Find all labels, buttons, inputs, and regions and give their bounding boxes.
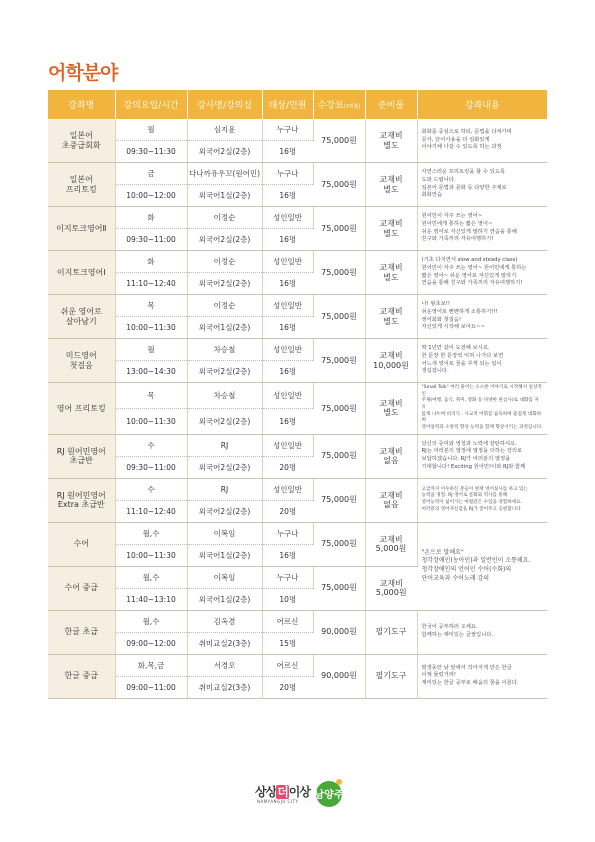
- course-room: 외국어2실(2층): [187, 456, 262, 478]
- course-target: 누구나: [262, 119, 313, 141]
- header-schedule: 강의요일/시간: [115, 90, 187, 119]
- course-description-line: 생길겁니다.: [421, 368, 449, 375]
- course-description: [417, 251, 547, 295]
- course-day: 수: [115, 434, 187, 456]
- course-description: [417, 295, 547, 339]
- sign-language-description-line: 청각장애인의 언어인 수어(수화)의: [421, 566, 512, 574]
- course-instructor: 이복임: [187, 522, 262, 544]
- course-fee: 75,000원: [313, 251, 365, 295]
- brand-logo: [255, 783, 310, 800]
- course-day: 화: [115, 207, 187, 229]
- header-content: 강좌내용: [417, 90, 547, 119]
- course-description-line: 도와 드립니다.: [421, 176, 456, 183]
- course-name-line: 이지토크영어Ⅰ: [56, 267, 106, 277]
- course-materials: [365, 207, 417, 251]
- course-row: [48, 119, 547, 141]
- course-materials-line: 교재비: [379, 130, 403, 140]
- course-description-line: 기대합니다! Exciting 원어민!이와 RJ와 함께: [421, 463, 526, 470]
- course-materials: [365, 119, 417, 163]
- course-time: 10:00~11:30: [115, 317, 187, 339]
- course-row: [48, 434, 547, 456]
- course-fee: 75,000원: [313, 207, 365, 251]
- course-name-line: 수어: [73, 539, 89, 549]
- course-materials-line: 필기도구: [375, 627, 407, 637]
- course-capacity: 16명: [262, 185, 313, 207]
- course-description: [417, 434, 547, 478]
- course-row: [48, 610, 547, 632]
- course-description-line: 나! 왕초보!!: [421, 301, 451, 308]
- course-day: 목: [115, 295, 187, 317]
- course-target: 어르신: [262, 610, 313, 632]
- course-materials-line: 별도: [383, 228, 399, 238]
- course-target: 성인일반: [262, 339, 313, 361]
- course-instructor: 김옥겸: [187, 610, 262, 632]
- course-name-line: Extra 초급반: [57, 500, 105, 510]
- course-name: [48, 383, 115, 435]
- course-time: 11:10~12:40: [115, 273, 187, 295]
- course-description-line: 어느새 영어로 꿈을 꾸게 되는 일이: [421, 360, 502, 367]
- course-room: 외국어2실(2층): [187, 273, 262, 295]
- course-materials-line: 없음: [383, 456, 399, 466]
- course-fee: 75,000원: [313, 383, 365, 435]
- course-name-line: 초급반: [69, 456, 93, 466]
- course-materials-line: 교재비: [379, 446, 403, 456]
- course-room: 외국어1실(2층): [187, 317, 262, 339]
- course-description-line: 영어회화 첫걸음!: [421, 316, 462, 323]
- course-name-line: 프리토킹: [65, 184, 97, 194]
- course-description: [417, 478, 547, 522]
- course-capacity: 16명: [262, 408, 313, 434]
- course-day: 월,수: [115, 522, 187, 544]
- course-description-line: 한국어 공부하러 오세요.: [421, 624, 478, 631]
- course-day: 수: [115, 478, 187, 500]
- course-materials-line: 교재비: [379, 398, 403, 408]
- course-time: 09:00~12:00: [115, 632, 187, 654]
- course-fee: 75,000원: [313, 339, 365, 383]
- sign-language-description: [417, 522, 547, 610]
- city-name-en: NAMYANGJU CITY: [257, 799, 299, 804]
- course-materials-line: 교재비: [379, 534, 403, 544]
- footer-logo: [255, 775, 350, 813]
- course-description: [417, 339, 547, 383]
- course-description-line: 쉬운 영어로 자신있게 말하기 연습을 통해: [421, 228, 517, 235]
- course-name: [48, 478, 115, 522]
- course-capacity: 16명: [262, 361, 313, 383]
- course-day: 월,수: [115, 566, 187, 588]
- course-time: 09:00~11:00: [115, 676, 187, 698]
- course-materials: [365, 339, 417, 383]
- course-row: [48, 522, 547, 544]
- course-instructor: 이정순: [187, 207, 262, 229]
- course-materials: [365, 654, 417, 698]
- course-description-line: 보답하겠습니다. RJ가 여러분의 열정을: [421, 456, 511, 463]
- course-description: [417, 119, 547, 163]
- course-fee: 75,000원: [313, 163, 365, 207]
- course-description: [417, 610, 547, 654]
- course-day: 월: [115, 119, 187, 141]
- course-capacity: 20명: [262, 500, 313, 522]
- course-description-line: 쉬운영어로 뻔뻔하게 소통하기!!!: [421, 308, 498, 315]
- course-materials-line: 10,000원: [373, 360, 409, 370]
- course-materials-line: 별도: [383, 272, 399, 282]
- course-name-line: RJ 원어민영어: [56, 446, 106, 456]
- course-description-line: 회화연습: [421, 192, 442, 199]
- course-name: [48, 654, 115, 698]
- course-name-line: 미드영어: [65, 350, 97, 360]
- course-target: 성인일반: [262, 478, 313, 500]
- course-capacity: 15명: [262, 632, 313, 654]
- header-course: 강좌명: [48, 90, 115, 119]
- course-name-line: 영어 프리토킹: [56, 403, 106, 413]
- course-room: 외국어2실(2층): [187, 141, 262, 163]
- header-fee-sub: (3개월): [343, 104, 361, 110]
- course-description-line: 원어민에게 통하는 짧은 영어~: [421, 220, 493, 227]
- course-name: [48, 522, 115, 566]
- course-fee: 75,000원: [313, 478, 365, 522]
- course-description-line: 자연스러운 프리토킹을 할 수 있도록: [421, 169, 505, 176]
- course-materials: [365, 163, 417, 207]
- course-capacity: 16명: [262, 273, 313, 295]
- course-materials-line: 별도: [383, 184, 399, 194]
- course-description-line: (기초 다지면서 slow and steady class): [421, 257, 518, 264]
- course-name: [48, 339, 115, 383]
- course-time: 09:30~11:30: [115, 141, 187, 163]
- course-name-line: 한글 초급: [64, 627, 98, 637]
- course-description-line: 회화를 중심으로 하되, 문법을 다져가며: [421, 128, 512, 135]
- course-description-line: 문자, 단어사용을 더 심화있게: [421, 136, 490, 143]
- course-instructor: 차승철: [187, 339, 262, 361]
- course-row: [48, 251, 547, 273]
- course-room: 취미교실2(3층): [187, 676, 262, 698]
- course-row: [48, 207, 547, 229]
- course-name: [48, 295, 115, 339]
- course-instructor: RJ: [187, 478, 262, 500]
- course-capacity: 20명: [262, 676, 313, 698]
- course-materials-line: 별도: [383, 408, 399, 418]
- course-description: [417, 383, 547, 435]
- course-fee: 90,000원: [313, 654, 365, 698]
- course-name-line: 일본어: [69, 130, 93, 140]
- course-materials-line: 교재비: [379, 262, 403, 272]
- header-fee: [313, 90, 365, 119]
- course-materials: [365, 295, 417, 339]
- course-materials-line: 별도: [383, 316, 399, 326]
- course-materials: [365, 566, 417, 610]
- course-instructor: 차승철: [187, 383, 262, 409]
- course-capacity: 20명: [262, 456, 313, 478]
- course-materials: [365, 610, 417, 654]
- course-name-line: 살아남기: [65, 316, 97, 326]
- course-name-line: 일본어: [69, 174, 93, 184]
- course-day: 화,목,금: [115, 654, 187, 676]
- course-row: [48, 339, 547, 361]
- course-materials-line: 교재비: [379, 174, 403, 184]
- course-name: [48, 163, 115, 207]
- brand-highlight: 더: [277, 785, 288, 799]
- course-time: 11:40~13:10: [115, 588, 187, 610]
- brand-prefix: 상상: [255, 785, 277, 799]
- course-room: 외국어2실(2층): [187, 408, 262, 434]
- course-row: [48, 295, 547, 317]
- course-instructor: 이정순: [187, 251, 262, 273]
- page-title: 어학분야: [48, 62, 118, 84]
- course-fee: 90,000원: [313, 610, 365, 654]
- course-name-line: 한글 중급: [64, 671, 98, 681]
- course-room: 외국어2실(2층): [187, 229, 262, 251]
- course-row: [48, 163, 547, 185]
- course-name-line: 수어 중급: [64, 583, 98, 593]
- course-target: 성인일반: [262, 434, 313, 456]
- course-description-line: 당신의 증미와 영청과 노력에 감탄하셔요.: [421, 440, 517, 447]
- sign-language-description-line: "손으로 말해요": [421, 548, 464, 556]
- course-description-line: 짧은 영어~ 쉬운 영어로 자신있게 말하기: [421, 272, 517, 279]
- course-materials-line: 교재비: [379, 578, 403, 588]
- course-target: 누구나: [262, 566, 313, 588]
- course-materials-line: 없음: [383, 500, 399, 510]
- course-room: 외국어2실(2층): [187, 500, 262, 522]
- course-time: 09:30~11:00: [115, 229, 187, 251]
- course-room: 외국어1실(2층): [187, 588, 262, 610]
- course-capacity: 16명: [262, 229, 313, 251]
- course-target: 성인일반: [262, 383, 313, 409]
- course-description-line: 원어민이 자주 쓰는 영어~ 원어민에게 통하는: [421, 264, 527, 271]
- course-description-line: 평생동안 남 앞에서 작아지게 만든 한글: [421, 664, 512, 671]
- city-emblem-icon: [313, 777, 345, 809]
- course-description-line: 능력을 경험. RJ 영어로 문화와 역사를 통해: [421, 493, 508, 499]
- table-header-row: [48, 90, 547, 119]
- course-time: 10:00~11:30: [115, 544, 187, 566]
- course-name-line: 이지토크영어Ⅱ: [56, 223, 107, 233]
- course-day: 목: [115, 383, 187, 409]
- course-materials: [365, 383, 417, 435]
- header-materials: 준비물: [365, 90, 417, 119]
- course-fee: 75,000원: [313, 566, 365, 610]
- course-description-line: 고급까지 이수하신 분들이 현재 영어실사를 하고 있는: [421, 486, 528, 492]
- course-target: 누구나: [262, 163, 313, 185]
- course-materials-line: 5,000원: [375, 544, 407, 554]
- course-row: [48, 478, 547, 500]
- course-fee: 75,000원: [313, 119, 365, 163]
- course-description-line: 딱 1년만 같이 도전해 보시죠.: [421, 345, 490, 352]
- course-target: 어르신: [262, 654, 313, 676]
- course-name-line: RJ 원어민영어: [56, 490, 106, 500]
- course-description-line: 주제(여행, 음식, 취미, 영화 등 다양한 관심사)로 대화를 자유: [421, 398, 539, 410]
- course-instructor: 심지윤: [187, 119, 262, 141]
- course-description-line: 재미있는 한글 공부로 배움의 꿈을 이룬다.: [421, 679, 519, 686]
- course-room: 외국어1실(2층): [187, 544, 262, 566]
- course-target: 성인일반: [262, 207, 313, 229]
- course-materials-line: 5,000원: [375, 588, 407, 598]
- course-instructor: 다나까유우꼬(원어민): [187, 163, 262, 185]
- course-name-line: 쉬운 영어로: [60, 306, 102, 316]
- course-capacity: 10명: [262, 588, 313, 610]
- header-target: 대상/인원: [262, 90, 313, 119]
- course-room: 취미교실2(3층): [187, 632, 262, 654]
- course-time: 09:30~11:00: [115, 456, 187, 478]
- header-instructor-room: 강사명/강의실: [187, 90, 262, 119]
- course-name-line: 첫걸음: [69, 360, 93, 370]
- course-materials-line: 교재비: [379, 350, 403, 360]
- course-day: 월: [115, 339, 187, 361]
- course-target: 성인일반: [262, 295, 313, 317]
- course-room: 외국어1실(2층): [187, 185, 262, 207]
- course-description-line: 자신있게 시작해 보아요~~: [421, 324, 485, 331]
- course-description: [417, 207, 547, 251]
- course-table: [48, 90, 547, 699]
- course-description: [417, 654, 547, 698]
- course-materials-line: 교재비: [379, 490, 403, 500]
- course-instructor: 서경오: [187, 654, 262, 676]
- course-description-line: 영어능력이 넓어가는 마법같은 수업을 경험하세요.: [421, 500, 522, 506]
- course-room: 외국어2실(2층): [187, 361, 262, 383]
- course-materials-line: 필기도구: [375, 671, 407, 681]
- course-description-line: 함께하는 재미있는 글쌍입니다.: [421, 632, 494, 639]
- course-description-line: RJ는 여러분의 열정에 열정을 더하는 강의로: [421, 448, 523, 455]
- course-fee: 75,000원: [313, 522, 365, 566]
- course-description-line: 이제 물렀거라!: [421, 672, 457, 679]
- course-name: [48, 434, 115, 478]
- course-name: [48, 566, 115, 610]
- course-description-line: "Small Talk" 여러 물어는 소소한 이야기로 시작해서 일상적인: [421, 385, 542, 397]
- course-materials: [365, 522, 417, 566]
- course-instructor: 이정순: [187, 295, 262, 317]
- course-description-line: 일본어 문법과 문화 등 다양한 주제로: [421, 184, 507, 191]
- course-time: 11:10~12:40: [115, 500, 187, 522]
- course-description-line: 영어실력과 소통력 향상 능력을 함께 향상시키는 과정입니다.: [421, 424, 543, 430]
- course-target: 성인일반: [262, 251, 313, 273]
- course-time: 13:00~14:30: [115, 361, 187, 383]
- course-description-line: 여러분의 영어자신감을 RJ가 끌어주고 응원합니다: [421, 506, 521, 512]
- course-time: 10:00~11:30: [115, 408, 187, 434]
- brand-suffix: 이상: [288, 785, 310, 799]
- course-materials-line: 교재비: [379, 218, 403, 228]
- course-name-line: 초중급회화: [61, 140, 101, 150]
- sign-language-description-line: 단어교육과 수어노래 강의: [421, 574, 490, 582]
- course-materials-line: 교재비: [379, 306, 403, 316]
- course-row: [48, 654, 547, 676]
- course-instructor: 이복임: [187, 566, 262, 588]
- course-capacity: 16명: [262, 544, 313, 566]
- course-materials: [365, 478, 417, 522]
- course-day: 금: [115, 163, 187, 185]
- course-time: 10:00~12:00: [115, 185, 187, 207]
- course-row: [48, 383, 547, 409]
- city-name: 남양주: [314, 790, 344, 801]
- course-description-line: 한 문장 한 문장씩 익혀 나가다 보면: [421, 352, 504, 359]
- course-day: 화: [115, 251, 187, 273]
- course-instructor: RJ: [187, 434, 262, 456]
- course-name: [48, 610, 115, 654]
- course-description: [417, 163, 547, 207]
- course-name: [48, 251, 115, 295]
- course-target: 누구나: [262, 522, 313, 544]
- course-name: [48, 119, 115, 163]
- course-materials-line: 별도: [383, 140, 399, 150]
- course-capacity: 16명: [262, 141, 313, 163]
- course-name: [48, 207, 115, 251]
- course-materials: [365, 434, 417, 478]
- course-fee: 75,000원: [313, 295, 365, 339]
- course-description-line: 원어민이 자주 쓰는 영어~: [421, 213, 483, 220]
- course-fee: 75,000원: [313, 434, 365, 478]
- header-fee-label: 수강료: [317, 101, 344, 111]
- course-materials: [365, 251, 417, 295]
- course-day: 월,수: [115, 610, 187, 632]
- course-capacity: 16명: [262, 317, 313, 339]
- course-description-line: 친구와 가족끼리 자유여행하기!: [421, 236, 494, 243]
- course-description-line: 연습을 통해 친구와 가족끼리 자유여행하기!: [421, 280, 523, 287]
- course-description-line: 이야기해 나갈 수 있도록 하는 과정: [421, 144, 502, 151]
- course-description-line: 롭게 나누며 비격식 · 사교적 어휘를 습득하며 즐겁게 대화하며: [421, 411, 542, 424]
- sign-language-description-line: 청각장애인(농아인)과 일반인이 소통해요.: [421, 557, 531, 565]
